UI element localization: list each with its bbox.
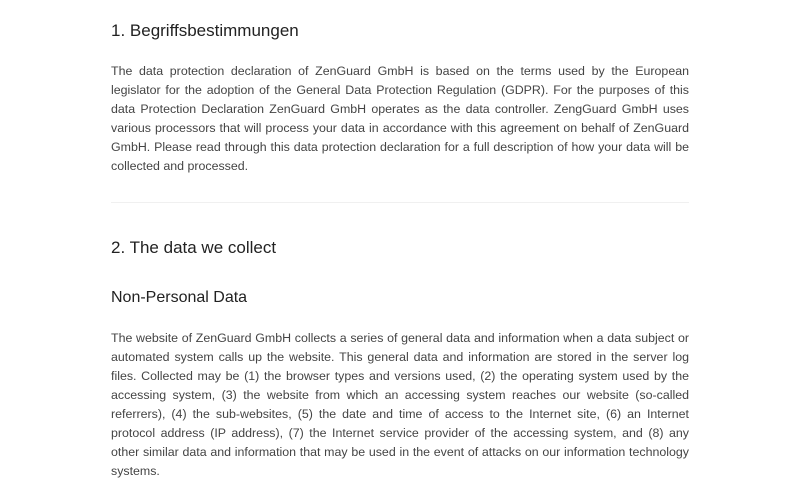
section-title-definitions: 1. Begriffsbestimmungen [111,21,299,40]
section-divider [111,202,689,203]
subsection-title-non-personal-data: Non-Personal Data [111,289,248,306]
section-title-data-collect: 2. The data we collect [111,238,277,257]
definitions-paragraph: The data protection declaration of ZenGuard GmbH is based on the terms used by the European legislator for the adoption of the General Data Protection Regulation (GDPR). For the purposes of this data Protection Declaration ZenGuard GmbH operates as the data controller. ZengGuard GmbH uses various processors that will process your data in accordance with this agreement on behalf of ZenGuard GmbH. Please read through this data protection declaration for a full description of how your data will be collected and processed. [111,64,689,173]
non-personal-data-paragraph: The website of ZenGuard GmbH collects a series of general data and information when a data subject or automated system calls up the website. This general data and information are stored in the server log files. Collected may be (1) the browser types and versions used, (2) the operating system used by the accessing system, (3) the website from which an accessing system reaches our website (so-called referrers), (4) the sub-websites, (5) the date and time of access to the Internet site, (6) an Internet protocol address (IP address), (7) the Internet service provider of the accessing system, and (8) any other similar data and information that may be used in the event of attacks on our information technology systems. [111,331,689,478]
